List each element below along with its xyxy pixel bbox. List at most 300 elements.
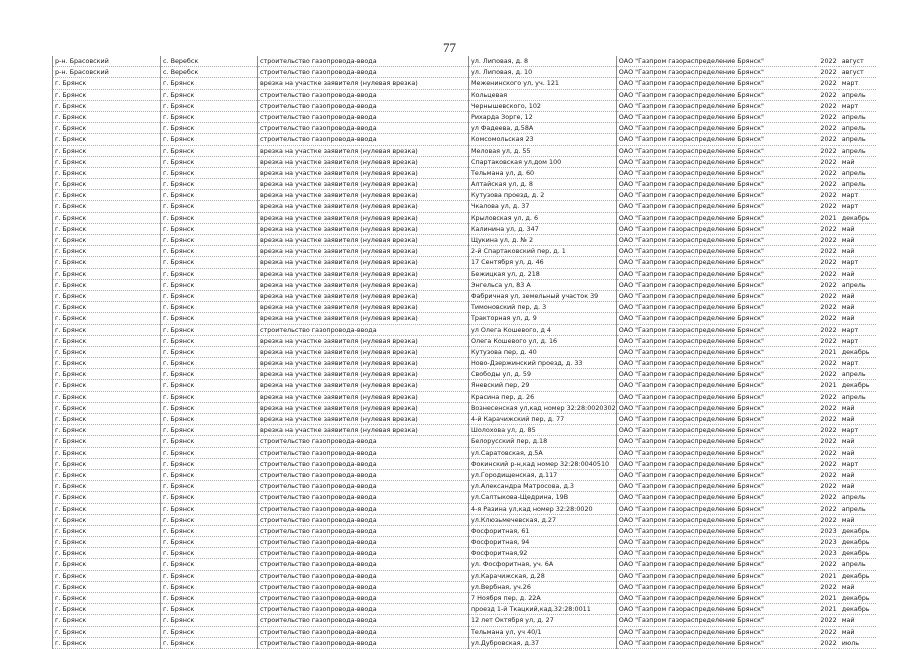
month-cell: март <box>839 190 876 201</box>
organization-cell: ОАО "Газпром газораспределение Брянск" <box>616 246 815 257</box>
year-cell: 2022 <box>815 223 839 234</box>
organization-cell: ОАО "Газпром газораспределение Брянск" <box>616 324 815 335</box>
organization-cell: ОАО "Газпром газораспределение Брянск" <box>616 111 815 122</box>
locality-cell: г. Брянск <box>161 223 258 234</box>
year-cell: 2023 <box>815 525 839 536</box>
year-cell: 2021 <box>815 604 839 615</box>
locality-cell: г. Брянск <box>161 290 258 301</box>
locality-cell: г. Брянск <box>161 570 258 581</box>
year-cell: 2021 <box>815 380 839 391</box>
organization-cell: ОАО "Газпром газораспределение Брянск" <box>616 235 815 246</box>
district-cell: р-н. Брасовский <box>53 56 161 67</box>
locality-cell: г. Брянск <box>161 89 258 100</box>
month-cell: декабрь <box>839 537 876 548</box>
table-row <box>53 235 876 246</box>
district-cell: г. Брянск <box>53 391 161 402</box>
work-type-cell: врезка на участке заявителя (нулевая врезка) <box>258 313 469 324</box>
district-cell: р-н. Брасовский <box>53 67 161 78</box>
month-cell: апрель <box>839 391 876 402</box>
table-row <box>53 257 876 268</box>
district-cell: г. Брянск <box>53 615 161 626</box>
organization-cell: ОАО "Газпром газораспределение Брянск" <box>616 212 815 223</box>
address-cell: ул. Фосфоритная, уч. 6А <box>469 559 617 570</box>
work-type-cell: строительство газопровода-ввода <box>258 581 469 592</box>
organization-cell: ОАО "Газпром газораспределение Брянск" <box>616 346 815 357</box>
address-cell: Фосфоритная,92 <box>469 548 617 559</box>
district-cell: г. Брянск <box>53 190 161 201</box>
year-cell: 2022 <box>815 369 839 380</box>
work-type-cell: врезка на участке заявителя (нулевая врезка) <box>258 223 469 234</box>
table-row <box>53 212 876 223</box>
organization-cell: ОАО "Газпром газораспределение Брянск" <box>616 626 815 637</box>
year-cell: 2022 <box>815 425 839 436</box>
month-cell: апрель <box>839 492 876 503</box>
gasification-table <box>52 56 876 649</box>
address-cell: Крыловская ул, д. 6 <box>469 212 617 223</box>
work-type-cell: строительство газопровода-ввода <box>258 447 469 458</box>
district-cell: г. Брянск <box>53 279 161 290</box>
table-row <box>53 111 876 122</box>
district-cell: г. Брянск <box>53 290 161 301</box>
month-cell: декабрь <box>839 570 876 581</box>
year-cell: 2022 <box>815 481 839 492</box>
address-cell: Свободы ул, д. 59 <box>469 369 617 380</box>
table-row <box>53 570 876 581</box>
table-row <box>53 425 876 436</box>
table-row <box>53 190 876 201</box>
year-cell: 2022 <box>815 581 839 592</box>
work-type-cell: строительство газопровода-ввода <box>258 324 469 335</box>
month-cell: май <box>839 402 876 413</box>
month-cell: май <box>839 246 876 257</box>
table-row <box>53 145 876 156</box>
address-cell: Тимоновский пер, д. 3 <box>469 302 617 313</box>
organization-cell: ОАО "Газпром газораспределение Брянск" <box>616 548 815 559</box>
district-cell: г. Брянск <box>53 212 161 223</box>
year-cell: 2022 <box>815 111 839 122</box>
district-cell: г. Брянск <box>53 89 161 100</box>
locality-cell: г. Брянск <box>161 391 258 402</box>
table-row <box>53 514 876 525</box>
district-cell: г. Брянск <box>53 313 161 324</box>
work-type-cell: врезка на участке заявителя (нулевая врезка) <box>258 235 469 246</box>
year-cell: 2022 <box>815 190 839 201</box>
address-cell: ул.Салтыкова-Щедрина, 19В <box>469 492 617 503</box>
month-cell: май <box>839 235 876 246</box>
month-cell: декабрь <box>839 380 876 391</box>
address-cell: Тракторная ул, д. 9 <box>469 313 617 324</box>
month-cell: май <box>839 481 876 492</box>
table-row <box>53 537 876 548</box>
month-cell: март <box>839 324 876 335</box>
year-cell: 2022 <box>815 246 839 257</box>
year-cell: 2022 <box>815 458 839 469</box>
locality-cell: с. Веребск <box>161 56 258 67</box>
organization-cell: ОАО "Газпром газораспределение Брянск" <box>616 145 815 156</box>
address-cell: Фосфоритная, 94 <box>469 537 617 548</box>
address-cell: Кутузова проезд, д. 2 <box>469 190 617 201</box>
locality-cell: г. Брянск <box>161 425 258 436</box>
month-cell: март <box>839 458 876 469</box>
district-cell: г. Брянск <box>53 581 161 592</box>
month-cell: декабрь <box>839 593 876 604</box>
month-cell: май <box>839 414 876 425</box>
locality-cell: г. Брянск <box>161 548 258 559</box>
work-type-cell: строительство газопровода-ввода <box>258 481 469 492</box>
work-type-cell: врезка на участке заявителя (нулевая врезка) <box>258 369 469 380</box>
year-cell: 2022 <box>815 123 839 134</box>
year-cell: 2021 <box>815 212 839 223</box>
address-cell: 4-я Разина ул,кад номер 32:28:0020 <box>469 503 617 514</box>
organization-cell: ОАО "Газпром газораспределение Брянск" <box>616 436 815 447</box>
year-cell: 2021 <box>815 570 839 581</box>
locality-cell: г. Брянск <box>161 302 258 313</box>
address-cell: Алтайская ул, д. 8 <box>469 179 617 190</box>
month-cell: август <box>839 56 876 67</box>
month-cell: апрель <box>839 123 876 134</box>
address-cell: ул. Липовая, д. 8 <box>469 56 617 67</box>
year-cell: 2022 <box>815 302 839 313</box>
address-cell: Фосфоритная, 61 <box>469 525 617 536</box>
work-type-cell: строительство газопровода-ввода <box>258 514 469 525</box>
year-cell: 2022 <box>815 156 839 167</box>
month-cell: март <box>839 335 876 346</box>
organization-cell: ОАО "Газпром газораспределение Брянск" <box>616 335 815 346</box>
address-cell: 4-й Карачижский пер, д. 77 <box>469 414 617 425</box>
district-cell: г. Брянск <box>53 167 161 178</box>
table-row <box>53 156 876 167</box>
locality-cell: с. Веребск <box>161 67 258 78</box>
work-type-cell: врезка на участке заявителя (нулевая врезка) <box>258 212 469 223</box>
address-cell: Калинина ул, д. 347 <box>469 223 617 234</box>
address-cell: Фокинский р-н,кад номер 32:28:0040510 <box>469 458 617 469</box>
district-cell: г. Брянск <box>53 335 161 346</box>
locality-cell: г. Брянск <box>161 78 258 89</box>
table-row <box>53 525 876 536</box>
year-cell: 2022 <box>815 313 839 324</box>
organization-cell: ОАО "Газпром газораспределение Брянск" <box>616 481 815 492</box>
year-cell: 2023 <box>815 548 839 559</box>
work-type-cell: строительство газопровода-ввода <box>258 626 469 637</box>
year-cell: 2022 <box>815 447 839 458</box>
month-cell: март <box>839 257 876 268</box>
address-cell: ул Олега Кошевого, д 4 <box>469 324 617 335</box>
organization-cell: ОАО "Газпром газораспределение Брянск" <box>616 469 815 480</box>
address-cell: Белорусский пер, д.18 <box>469 436 617 447</box>
organization-cell: ОАО "Газпром газораспределение Брянск" <box>616 604 815 615</box>
table-row <box>53 56 876 67</box>
district-cell: г. Брянск <box>53 637 161 648</box>
address-cell: ул Фадеева, д.58А <box>469 123 617 134</box>
organization-cell: ОАО "Газпром газораспределение Брянск" <box>616 414 815 425</box>
locality-cell: г. Брянск <box>161 111 258 122</box>
organization-cell: ОАО "Газпром газораспределение Брянск" <box>616 593 815 604</box>
locality-cell: г. Брянск <box>161 525 258 536</box>
district-cell: г. Брянск <box>53 156 161 167</box>
district-cell: г. Брянск <box>53 235 161 246</box>
district-cell: г. Брянск <box>53 559 161 570</box>
organization-cell: ОАО "Газпром газораспределение Брянск" <box>616 268 815 279</box>
table-row <box>53 123 876 134</box>
locality-cell: г. Брянск <box>161 156 258 167</box>
organization-cell: ОАО "Газпром газораспределение Брянск" <box>616 537 815 548</box>
work-type-cell: строительство газопровода-ввода <box>258 537 469 548</box>
address-cell: Меловая ул, д. 55 <box>469 145 617 156</box>
year-cell: 2022 <box>815 201 839 212</box>
work-type-cell: строительство газопровода-ввода <box>258 100 469 111</box>
locality-cell: г. Брянск <box>161 134 258 145</box>
month-cell: март <box>839 201 876 212</box>
year-cell: 2022 <box>815 78 839 89</box>
district-cell: г. Брянск <box>53 469 161 480</box>
work-type-cell: врезка на участке заявителя (нулевая врезка) <box>258 156 469 167</box>
address-cell: проезд 1-й Ткацкий,кад.32:28:0011 <box>469 604 617 615</box>
table-row <box>53 481 876 492</box>
district-cell: г. Брянск <box>53 100 161 111</box>
month-cell: март <box>839 78 876 89</box>
month-cell: апрель <box>839 369 876 380</box>
organization-cell: ОАО "Газпром газораспределение Брянск" <box>616 447 815 458</box>
locality-cell: г. Брянск <box>161 436 258 447</box>
organization-cell: ОАО "Газпром газораспределение Брянск" <box>616 134 815 145</box>
address-cell: Энгельса ул, 83 А <box>469 279 617 290</box>
organization-cell: ОАО "Газпром газораспределение Брянск" <box>616 503 815 514</box>
address-cell: ул.Вербная, уч.26 <box>469 581 617 592</box>
district-cell: г. Брянск <box>53 179 161 190</box>
table-row <box>53 637 876 648</box>
district-cell: г. Брянск <box>53 481 161 492</box>
locality-cell: г. Брянск <box>161 503 258 514</box>
locality-cell: г. Брянск <box>161 447 258 458</box>
district-cell: г. Брянск <box>53 503 161 514</box>
organization-cell: ОАО "Газпром газораспределение Брянск" <box>616 78 815 89</box>
address-cell: Шолохова ул, д. 85 <box>469 425 617 436</box>
locality-cell: г. Брянск <box>161 514 258 525</box>
address-cell: Тельмана ул, д. 60 <box>469 167 617 178</box>
locality-cell: г. Брянск <box>161 346 258 357</box>
locality-cell: г. Брянск <box>161 123 258 134</box>
table-row <box>53 593 876 604</box>
table-row <box>53 548 876 559</box>
locality-cell: г. Брянск <box>161 145 258 156</box>
address-cell: ул.Саратовская, д.5А <box>469 447 617 458</box>
organization-cell: ОАО "Газпром газораспределение Брянск" <box>616 123 815 134</box>
locality-cell: г. Брянск <box>161 190 258 201</box>
work-type-cell: врезка на участке заявителя (нулевая врезка) <box>258 257 469 268</box>
work-type-cell: врезка на участке заявителя (нулевая врезка) <box>258 167 469 178</box>
organization-cell: ОАО "Газпром газораспределение Брянск" <box>616 100 815 111</box>
table-row <box>53 469 876 480</box>
work-type-cell: врезка на участке заявителя (нулевая врезка) <box>258 425 469 436</box>
year-cell: 2022 <box>815 145 839 156</box>
year-cell: 2022 <box>815 514 839 525</box>
work-type-cell: врезка на участке заявителя (нулевая врезка) <box>258 78 469 89</box>
year-cell: 2022 <box>815 134 839 145</box>
organization-cell: ОАО "Газпром газораспределение Брянск" <box>616 369 815 380</box>
district-cell: г. Брянск <box>53 268 161 279</box>
work-type-cell: строительство газопровода-ввода <box>258 469 469 480</box>
locality-cell: г. Брянск <box>161 335 258 346</box>
district-cell: г. Брянск <box>53 514 161 525</box>
year-cell: 2022 <box>815 257 839 268</box>
table-row <box>53 414 876 425</box>
month-cell: май <box>839 156 876 167</box>
table-row <box>53 246 876 257</box>
year-cell: 2022 <box>815 503 839 514</box>
year-cell: 2022 <box>815 335 839 346</box>
locality-cell: г. Брянск <box>161 246 258 257</box>
table-row <box>53 268 876 279</box>
locality-cell: г. Брянск <box>161 380 258 391</box>
year-cell: 2022 <box>815 290 839 301</box>
year-cell: 2022 <box>815 235 839 246</box>
year-cell: 2022 <box>815 492 839 503</box>
table-row <box>53 615 876 626</box>
district-cell: г. Брянск <box>53 492 161 503</box>
address-cell: Комсомольская 23 <box>469 134 617 145</box>
work-type-cell: строительство газопровода-ввода <box>258 525 469 536</box>
table-row <box>53 458 876 469</box>
locality-cell: г. Брянск <box>161 469 258 480</box>
year-cell: 2022 <box>815 324 839 335</box>
address-cell: Чернышевского, 102 <box>469 100 617 111</box>
month-cell: март <box>839 358 876 369</box>
work-type-cell: врезка на участке заявителя (нулевая врезка) <box>258 290 469 301</box>
work-type-cell: врезка на участке заявителя (нулевая врезка) <box>258 145 469 156</box>
address-cell: Вознесенская ул,кад номер 32:28:0020302 <box>469 402 617 413</box>
work-type-cell: врезка на участке заявителя (нулевая врезка) <box>258 402 469 413</box>
year-cell: 2022 <box>815 67 839 78</box>
work-type-cell: врезка на участке заявителя (нулевая врезка) <box>258 302 469 313</box>
address-cell: Кутузова пер, д. 40 <box>469 346 617 357</box>
organization-cell: ОАО "Газпром газораспределение Брянск" <box>616 637 815 648</box>
table-row <box>53 100 876 111</box>
table-row <box>53 581 876 592</box>
organization-cell: ОАО "Газпром газораспределение Брянск" <box>616 313 815 324</box>
year-cell: 2022 <box>815 100 839 111</box>
address-cell: ул.Дубровская, д.37 <box>469 637 617 648</box>
table-row <box>53 436 876 447</box>
table-row <box>53 201 876 212</box>
work-type-cell: врезка на участке заявителя (нулевая врезка) <box>258 246 469 257</box>
locality-cell: г. Брянск <box>161 402 258 413</box>
month-cell: май <box>839 290 876 301</box>
organization-cell: ОАО "Газпром газораспределение Брянск" <box>616 156 815 167</box>
locality-cell: г. Брянск <box>161 324 258 335</box>
address-cell: Яневский пер, 29 <box>469 380 617 391</box>
district-cell: г. Брянск <box>53 201 161 212</box>
district-cell: г. Брянск <box>53 537 161 548</box>
organization-cell: ОАО "Газпром газораспределение Брянск" <box>616 570 815 581</box>
month-cell: май <box>839 514 876 525</box>
district-cell: г. Брянск <box>53 548 161 559</box>
work-type-cell: строительство газопровода-ввода <box>258 56 469 67</box>
month-cell: апрель <box>839 279 876 290</box>
organization-cell: ОАО "Газпром газораспределение Брянск" <box>616 89 815 100</box>
address-cell: 12 лет Октября ул, д. 27 <box>469 615 617 626</box>
locality-cell: г. Брянск <box>161 358 258 369</box>
organization-cell: ОАО "Газпром газораспределение Брянск" <box>616 67 815 78</box>
address-cell: Красина пер, д. 26 <box>469 391 617 402</box>
address-cell: Фабричная ул, земельный участок 39 <box>469 290 617 301</box>
year-cell: 2022 <box>815 615 839 626</box>
district-cell: г. Брянск <box>53 123 161 134</box>
district-cell: г. Брянск <box>53 302 161 313</box>
district-cell: г. Брянск <box>53 425 161 436</box>
locality-cell: г. Брянск <box>161 257 258 268</box>
table-row <box>53 626 876 637</box>
month-cell: март <box>839 100 876 111</box>
address-cell: Олега Кошевого ул, д. 16 <box>469 335 617 346</box>
work-type-cell: строительство газопровода-ввода <box>258 615 469 626</box>
table-row <box>53 492 876 503</box>
year-cell: 2022 <box>815 402 839 413</box>
organization-cell: ОАО "Газпром газораспределение Брянск" <box>616 56 815 67</box>
work-type-cell: строительство газопровода-ввода <box>258 503 469 514</box>
month-cell: май <box>839 436 876 447</box>
district-cell: г. Брянск <box>53 358 161 369</box>
organization-cell: ОАО "Газпром газораспределение Брянск" <box>616 559 815 570</box>
address-cell: 17 Сентября ул, д. 46 <box>469 257 617 268</box>
locality-cell: г. Брянск <box>161 167 258 178</box>
district-cell: г. Брянск <box>53 246 161 257</box>
year-cell: 2022 <box>815 469 839 480</box>
district-cell: г. Брянск <box>53 525 161 536</box>
district-cell: г. Брянск <box>53 223 161 234</box>
district-cell: г. Брянск <box>53 324 161 335</box>
locality-cell: г. Брянск <box>161 369 258 380</box>
month-cell: декабрь <box>839 604 876 615</box>
month-cell: апрель <box>839 167 876 178</box>
month-cell: май <box>839 302 876 313</box>
locality-cell: г. Брянск <box>161 626 258 637</box>
district-cell: г. Брянск <box>53 458 161 469</box>
month-cell: апрель <box>839 111 876 122</box>
table-row <box>53 335 876 346</box>
work-type-cell: строительство газопровода-ввода <box>258 67 469 78</box>
page-number: 77 <box>443 40 456 55</box>
work-type-cell: врезка на участке заявителя (нулевая врезка) <box>258 201 469 212</box>
district-cell: г. Брянск <box>53 593 161 604</box>
table-body <box>53 56 876 648</box>
address-cell: ул.Александра Матросова, д.3 <box>469 481 617 492</box>
month-cell: май <box>839 615 876 626</box>
table-row <box>53 302 876 313</box>
year-cell: 2023 <box>815 537 839 548</box>
address-cell: Бежицкая ул, д. 218 <box>469 268 617 279</box>
table-row <box>53 179 876 190</box>
locality-cell: г. Брянск <box>161 537 258 548</box>
address-cell: ул.Городищенская, д.117 <box>469 469 617 480</box>
work-type-cell: врезка на участке заявителя (нулевая врезка) <box>258 358 469 369</box>
month-cell: май <box>839 268 876 279</box>
table-row <box>53 279 876 290</box>
year-cell: 2022 <box>815 179 839 190</box>
table-row <box>53 358 876 369</box>
year-cell: 2021 <box>815 593 839 604</box>
district-cell: г. Брянск <box>53 626 161 637</box>
organization-cell: ОАО "Газпром газораспределение Брянск" <box>616 179 815 190</box>
address-cell: Ново-Дзержинский проезд, д. 33 <box>469 358 617 369</box>
table-row <box>53 503 876 514</box>
month-cell: декабрь <box>839 525 876 536</box>
year-cell: 2022 <box>815 391 839 402</box>
month-cell: апрель <box>839 503 876 514</box>
work-type-cell: врезка на участке заявителя (нулевая врезка) <box>258 391 469 402</box>
month-cell: май <box>839 313 876 324</box>
work-type-cell: врезка на участке заявителя (нулевая врезка) <box>258 279 469 290</box>
table-row <box>53 346 876 357</box>
